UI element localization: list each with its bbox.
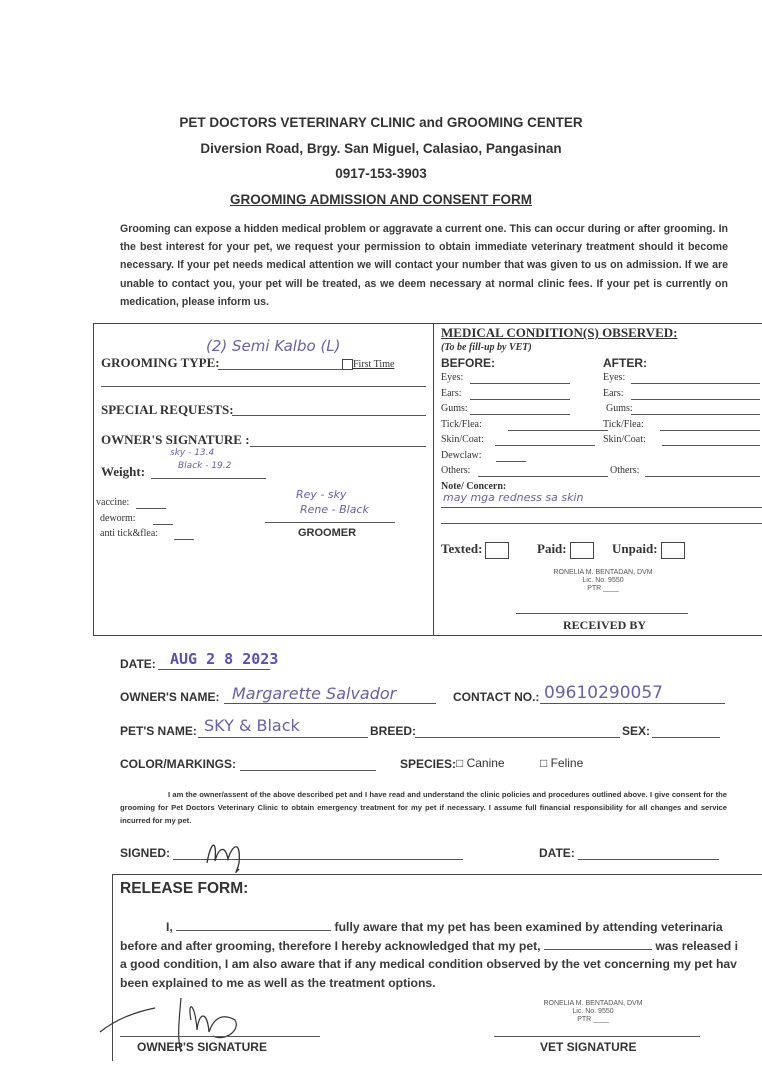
- species-label: SPECIES:: [400, 757, 457, 771]
- before-item-label: Gums:: [441, 403, 468, 414]
- release-line1-b: fully aware that my pet has been examined by attending veterinaria: [331, 920, 723, 934]
- texted-checkbox[interactable]: [485, 542, 509, 559]
- pet-name-value: SKY & Black: [204, 716, 300, 735]
- vaccine-label: vaccine:: [96, 497, 130, 508]
- vet-stamp-1: [548, 569, 658, 593]
- texted-label: Texted:: [441, 541, 483, 556]
- before-item: [441, 434, 484, 445]
- weight-value-sky: sky - 13.4: [170, 448, 215, 458]
- after-item: [610, 465, 639, 476]
- owner-name-value: Margarette Salvador: [232, 684, 397, 703]
- release-line1-a: I,: [166, 920, 177, 934]
- before-item-label: Eyes:: [441, 372, 464, 383]
- pet-name-label: PET'S NAME:: [120, 724, 197, 738]
- weight-label: Weight:: [101, 464, 146, 479]
- before-item-label: Skin/Coat:: [441, 434, 484, 445]
- before-item: [441, 372, 463, 383]
- stamp-name: RONELIA M. BENTADAN, DVM: [553, 569, 653, 576]
- stamp2-lic: Lic. No. 9550: [572, 1008, 614, 1015]
- release-owner-signature-label: OWNER'S SIGNATURE: [137, 1040, 267, 1054]
- special-requests-label: SPECIAL REQUESTS:: [101, 402, 234, 417]
- note-value: may mga redness sa skin: [443, 491, 584, 504]
- release-line-3: a good condition, I am also aware that if any medical condition observed by the vet concerning my pet hav: [120, 957, 737, 971]
- after-item: [603, 388, 624, 399]
- release-vet-signature-label: VET SIGNATURE: [540, 1040, 637, 1054]
- groomer-value-2: Rene - Black: [300, 503, 369, 516]
- clinic-address: Diversion Road, Brgy. San Miguel, Calasiao, Pangasinan: [200, 141, 562, 156]
- first-time-checkbox[interactable]: [342, 359, 353, 370]
- after-item: [603, 372, 625, 383]
- date-stamp: AUG 2 8 2023: [170, 650, 279, 668]
- vet-stamp-2: [538, 1000, 648, 1024]
- after-item-label: Tick/Flea:: [603, 418, 644, 430]
- release-title: RELEASE FORM:: [120, 880, 249, 897]
- before-item: [441, 419, 482, 430]
- contact-label: CONTACT NO.:: [453, 690, 540, 704]
- grooming-type-value: (2) Semi Kalbo (L): [206, 337, 341, 355]
- clinic-name: PET DOCTORS VETERINARY CLINIC and GROOMING CENTER: [179, 115, 583, 130]
- after-item-label: Others:: [610, 465, 640, 476]
- color-label: COLOR/MARKINGS:: [120, 757, 236, 771]
- weight-value-black: Black - 19.2: [178, 461, 232, 471]
- texted-field: [441, 541, 509, 559]
- after-label: AFTER:: [603, 356, 647, 370]
- signed-label: SIGNED:: [120, 846, 171, 860]
- release-line-4: been explained to me as well as the treatment options.: [120, 975, 436, 990]
- deworm-label: deworm:: [100, 513, 136, 524]
- release-line2-a: before and after grooming, therefore I hereby acknowledged that my pet,: [120, 938, 544, 953]
- form-title: GROOMING ADMISSION AND CONSENT FORM: [230, 192, 532, 207]
- after-item: [603, 419, 644, 430]
- after-item-label: Eyes:: [603, 372, 626, 383]
- owner-name-label: OWNER'S NAME:: [120, 690, 220, 704]
- breed-label: BREED:: [370, 724, 417, 738]
- intro-paragraph: Grooming can expose a hidden medical problem or aggravate a current one. This can occur during or after grooming. In the best interest for your pet, we request your permission to obtain immediate veterinary treatment should it become necessary. If your pet needs medical attention we will contact your number that was given to us on admission. If we are unable to contact you, your pet will be treated, as we deem necessary at normal clinic fees. If your pet is currently on medication, please inform us.: [120, 223, 728, 308]
- clinic-phone: 0917-153-3903: [335, 166, 427, 181]
- before-item: [441, 388, 462, 399]
- date-label: DATE:: [120, 657, 156, 671]
- release-name-blank[interactable]: [176, 920, 331, 931]
- release-line-2: [120, 937, 762, 956]
- medical-title: MEDICAL CONDITION(S) OBSERVED:: [441, 325, 678, 340]
- owner-signature-label: OWNER'S SIGNATURE :: [101, 432, 250, 447]
- unpaid-label: Unpaid:: [612, 541, 658, 556]
- after-item-label: Ears:: [603, 387, 624, 399]
- before-item-label: Ears:: [441, 387, 462, 399]
- groomer-value-1: Rey - sky: [296, 488, 347, 501]
- after-item: [603, 434, 646, 445]
- grooming-type-label: GROOMING TYPE:: [101, 355, 220, 370]
- canine-option[interactable]: □ Canine: [456, 756, 505, 770]
- before-item-label: Dewclaw:: [441, 449, 482, 461]
- feline-option[interactable]: □ Feline: [540, 756, 584, 770]
- release-paragraph: [120, 918, 762, 992]
- consent-text: I am the owner/assent of the above described pet and I have read and understand the clinic policies and procedures outlined above. I give consent for the grooming for Pet Doctors Veterinary Clinic to obtain emergency treatment for my pet if necessary. I assume full financial responsibility for all changes and service incurred for my pet.: [120, 790, 727, 825]
- stamp2-ptr: PTR ____: [577, 1016, 609, 1023]
- release-line2-b: was released i: [651, 938, 738, 953]
- before-item: [441, 450, 482, 461]
- paid-field: [537, 541, 594, 559]
- unpaid-checkbox[interactable]: [661, 542, 685, 559]
- before-label: BEFORE:: [441, 356, 495, 370]
- date2-label: DATE:: [539, 846, 575, 860]
- release-pet-blank[interactable]: [544, 939, 652, 950]
- paid-label: Paid:: [537, 541, 567, 556]
- note-label: Note/ Concern:: [441, 481, 507, 492]
- stamp2-name: RONELIA M. BENTADAN, DVM: [543, 1000, 643, 1007]
- after-item-label: Skin/Coat:: [603, 434, 646, 445]
- before-item: [441, 403, 468, 414]
- groomer-label: GROOMER: [298, 527, 357, 539]
- sex-label: SEX:: [622, 724, 651, 738]
- received-by-label: RECEIVED BY: [563, 618, 647, 632]
- stamp-lic: Lic. No. 9550: [582, 577, 624, 584]
- after-item: [606, 403, 633, 414]
- unpaid-field: [612, 541, 685, 559]
- paid-checkbox[interactable]: [570, 542, 594, 559]
- owner-signature-scribble: [195, 833, 265, 878]
- anti-tick-label: anti tick&flea:: [100, 528, 159, 539]
- stamp-ptr: PTR ____: [587, 585, 619, 592]
- release-line-1: [120, 918, 762, 937]
- before-item-label: Others:: [441, 465, 471, 476]
- before-item: [441, 465, 470, 476]
- first-time-label: First Time: [353, 359, 395, 370]
- after-item-label: Gums:: [606, 403, 633, 414]
- before-item-label: Tick/Flea:: [441, 418, 482, 430]
- contact-value: 09610290057: [544, 683, 663, 703]
- medical-subtitle: (To be fill-up by VET): [441, 342, 532, 353]
